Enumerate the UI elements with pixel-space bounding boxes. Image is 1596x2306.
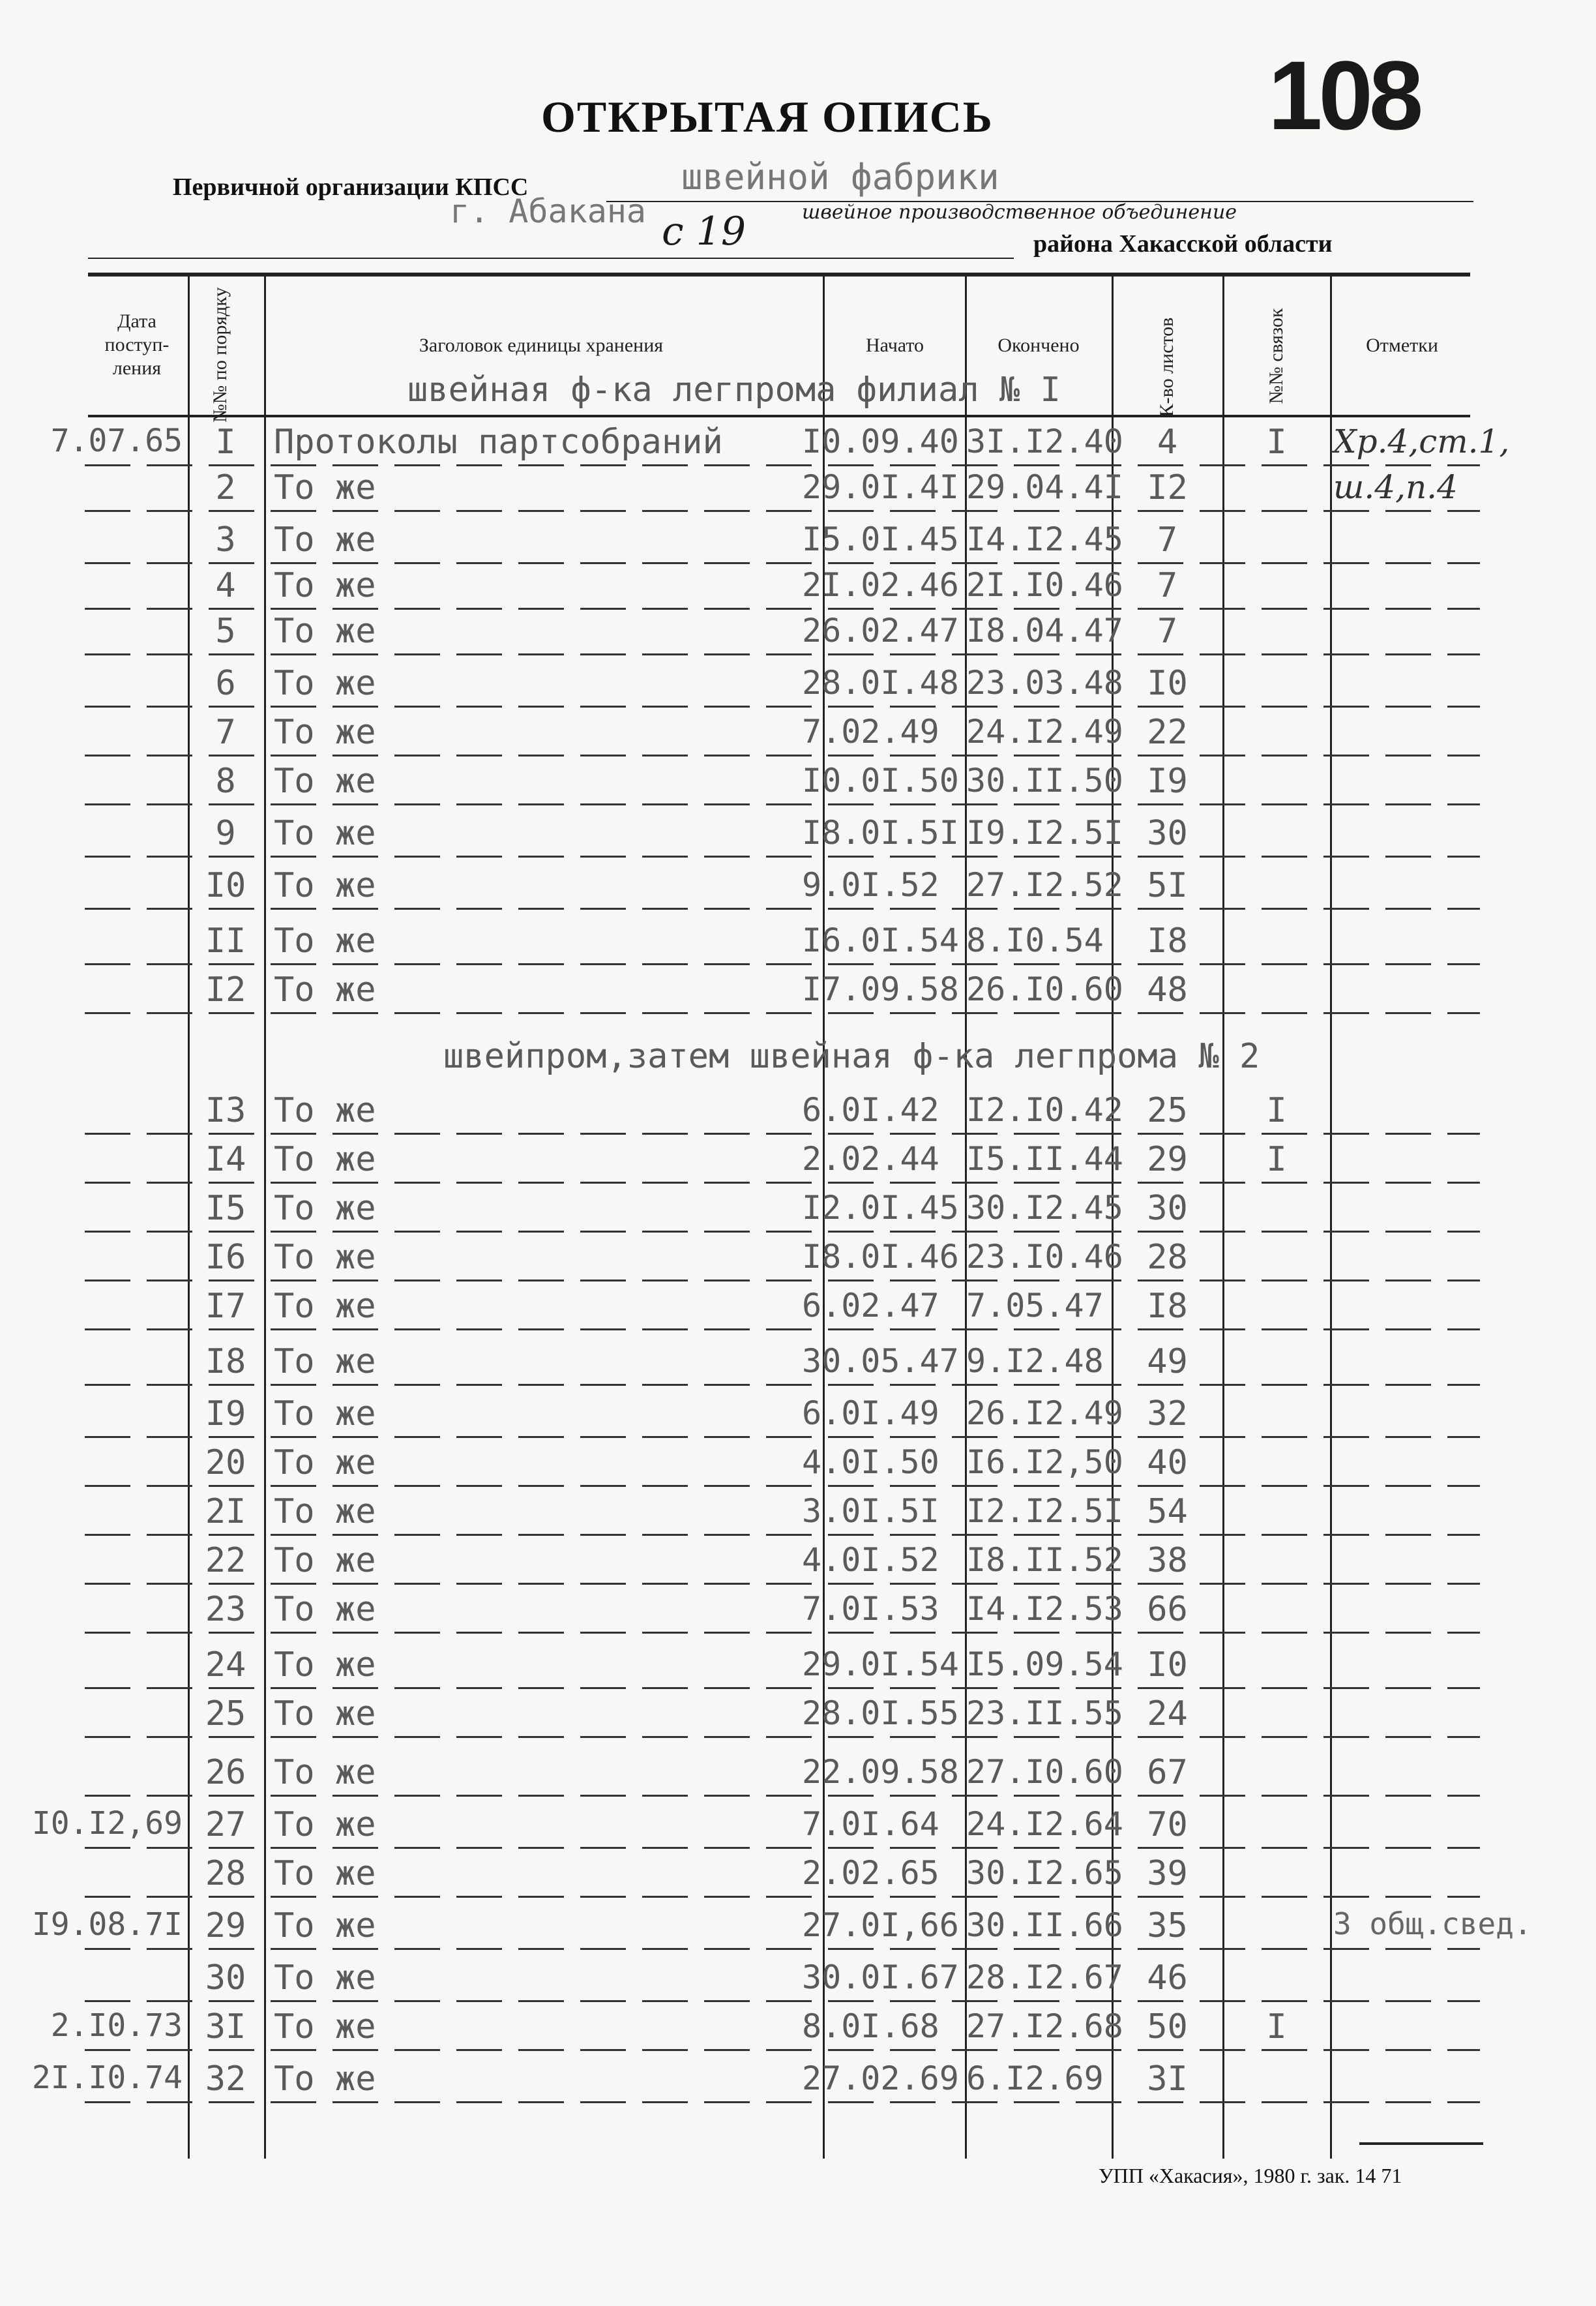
- printer-footer: УПП «Хакасия», 1980 г. зак. 14 71: [1099, 2164, 1402, 2187]
- cell-title: То же: [274, 814, 376, 853]
- cell-sheets: 67: [1147, 1753, 1188, 1792]
- cell-start-date: 27.02.69: [802, 2059, 959, 2097]
- cell-title: То же: [274, 866, 376, 905]
- cell-start-date: 3.0I.5I: [802, 1492, 939, 1530]
- cell-title: То же: [274, 1394, 376, 1433]
- cell-title: То же: [274, 1492, 376, 1531]
- cell-start-date: 2.02.44: [802, 1140, 939, 1178]
- cell-sheets: 30: [1147, 1189, 1188, 1228]
- row-separator: [85, 755, 1480, 756]
- cell-number: 9: [215, 814, 236, 853]
- cell-end-date: I2.I2.5I: [966, 1492, 1123, 1530]
- cell-sheets: I9: [1147, 762, 1188, 801]
- cell-start-date: I0.0I.50: [802, 762, 959, 800]
- cell-start-date: I0.09.40: [802, 423, 959, 460]
- cell-end-date: 27.I2.68: [966, 2007, 1123, 2045]
- cell-sheets: 46: [1147, 1958, 1188, 1998]
- org-label: Первичной организации КПСС: [173, 173, 529, 201]
- cell-number: 3I: [205, 2007, 246, 2046]
- cell-end-date: 26.I0.60: [966, 970, 1123, 1008]
- cell-end-date: 7.05.47: [966, 1287, 1104, 1325]
- cell-number: I7: [205, 1287, 246, 1326]
- cell-date: 7.07.65: [50, 423, 183, 459]
- cell-notes: Хр.4,ст.1,: [1333, 423, 1510, 460]
- header-notes: Отметки: [1366, 335, 1438, 356]
- cell-number: 2I: [205, 1492, 246, 1531]
- row-separator: [85, 963, 1480, 965]
- cell-sheets: I0: [1147, 1645, 1188, 1685]
- cell-bundle: I: [1266, 423, 1287, 462]
- cell-sheets: 48: [1147, 970, 1188, 1010]
- cell-end-date: 30.II.66: [966, 1906, 1123, 1944]
- cell-date: 2.I0.73: [50, 2007, 183, 2044]
- cell-end-date: 2I.I0.46: [966, 566, 1123, 604]
- cell-sheets: I8: [1147, 1287, 1188, 1326]
- cell-end-date: 8.I0.54: [966, 921, 1104, 959]
- cell-number: 24: [205, 1645, 246, 1685]
- row-separator: [85, 2000, 1480, 2002]
- cell-sheets: I0: [1147, 664, 1188, 703]
- cell-number: 7: [215, 713, 236, 752]
- city-underline: [88, 258, 1014, 259]
- row-separator: [85, 2049, 1480, 2051]
- cell-start-date: 2I.02.46: [802, 566, 959, 604]
- cell-start-date: 26.02.47: [802, 612, 959, 650]
- cell-number: 8: [215, 762, 236, 801]
- cell-number: 26: [205, 1753, 246, 1792]
- cell-end-date: 27.I0.60: [966, 1753, 1123, 1791]
- cell-start-date: 22.09.58: [802, 1753, 959, 1791]
- cell-title: То же: [274, 664, 376, 703]
- cell-title: То же: [274, 612, 376, 651]
- row-separator: [85, 1012, 1480, 1014]
- cell-title: То же: [274, 520, 376, 560]
- cell-date: I9.08.7I: [31, 1906, 183, 1943]
- cell-start-date: 29.0I.54: [802, 1645, 959, 1683]
- row-separator: [85, 1948, 1480, 1950]
- cell-number: 23: [205, 1590, 246, 1629]
- cell-end-date: I8.II.52: [966, 1541, 1123, 1579]
- cell-end-date: 24.I2.49: [966, 713, 1123, 751]
- row-separator: [85, 856, 1480, 858]
- cell-title: То же: [274, 1189, 376, 1228]
- cell-sheets: 5I: [1147, 866, 1188, 905]
- row-separator: [85, 1736, 1480, 1738]
- header-end: Окончено: [998, 335, 1080, 356]
- cell-sheets: I2: [1147, 468, 1188, 507]
- cell-notes: ш.4,п.4: [1333, 468, 1458, 506]
- row-separator: [85, 1795, 1480, 1797]
- cell-end-date: I2.I0.42: [966, 1091, 1123, 1129]
- cell-title: То же: [274, 1443, 376, 1482]
- row-separator: [85, 562, 1480, 564]
- cell-number: I3: [205, 1091, 246, 1130]
- header-date: Дата поступ-ления: [104, 310, 170, 379]
- cell-title: То же: [274, 1238, 376, 1277]
- cell-number: 29: [205, 1906, 246, 1945]
- cell-sheets: 25: [1147, 1091, 1188, 1130]
- cell-end-date: I4.I2.53: [966, 1590, 1123, 1628]
- cell-start-date: 29.0I.4I: [802, 468, 959, 506]
- cell-start-date: I7.09.58: [802, 970, 959, 1008]
- section-heading-1: швейная ф-ка легпрома филиал № I: [407, 370, 1061, 410]
- cell-end-date: 24.I2.64: [966, 1805, 1123, 1843]
- cell-title: То же: [274, 1645, 376, 1685]
- cell-number: I5: [205, 1189, 246, 1228]
- row-separator: [85, 1182, 1480, 1184]
- cell-end-date: 3I.I2.40: [966, 423, 1123, 460]
- cell-sheets: 70: [1147, 1805, 1188, 1844]
- cell-number: I2: [205, 970, 246, 1010]
- cell-number: I0: [205, 866, 246, 905]
- row-separator: [85, 1328, 1480, 1330]
- row-separator: [85, 1231, 1480, 1233]
- cell-number: I6: [205, 1238, 246, 1277]
- cell-start-date: 30.0I.67: [802, 1958, 959, 1996]
- cell-end-date: 30.I2.45: [966, 1189, 1123, 1227]
- cell-start-date: I6.0I.54: [802, 921, 959, 959]
- row-separator: [85, 1436, 1480, 1438]
- cell-sheets: 54: [1147, 1492, 1188, 1531]
- cell-end-date: I4.I2.45: [966, 520, 1123, 558]
- city-value: г. Абакана: [450, 192, 647, 230]
- cell-title: То же: [274, 1958, 376, 1998]
- cell-start-date: I2.0I.45: [802, 1189, 959, 1227]
- section-heading-2: швейпром,затем швейная ф-ка легпрома № 2: [443, 1037, 1260, 1076]
- cell-number: 32: [205, 2059, 246, 2099]
- cell-title: То же: [274, 970, 376, 1010]
- row-separator: [85, 1485, 1480, 1487]
- cell-end-date: 26.I2.49: [966, 1394, 1123, 1432]
- header-start: Начато: [865, 335, 924, 356]
- cell-end-date: I6.I2,50: [966, 1443, 1123, 1481]
- table-top-border: [88, 273, 1470, 277]
- cell-start-date: 6.0I.49: [802, 1394, 939, 1432]
- cell-sheets: I8: [1147, 921, 1188, 961]
- row-separator: [85, 706, 1480, 708]
- header-title: Заголовок единицы хранения: [419, 335, 664, 356]
- cell-title: То же: [274, 1342, 376, 1381]
- row-separator: [85, 908, 1480, 910]
- cell-end-date: 6.I2.69: [966, 2059, 1104, 2097]
- cell-start-date: 28.0I.55: [802, 1694, 959, 1732]
- header-bottom-border: [88, 415, 1470, 417]
- cell-start-date: 28.0I.48: [802, 664, 959, 702]
- cell-end-date: 30.II.50: [966, 762, 1123, 800]
- cell-start-date: 27.0I,66: [802, 1906, 959, 1944]
- cell-title: То же: [274, 1140, 376, 1179]
- handwritten-association: швейное производственное объединение: [802, 201, 1237, 224]
- cell-number: I9: [205, 1394, 246, 1433]
- cell-end-date: 23.03.48: [966, 664, 1123, 702]
- cell-number: 6: [215, 664, 236, 703]
- cell-title: То же: [274, 1906, 376, 1945]
- cell-title: То же: [274, 1590, 376, 1629]
- cell-start-date: 7.0I.53: [802, 1590, 939, 1628]
- cell-end-date: 28.I2.67: [966, 1958, 1123, 1996]
- cell-start-date: I8.0I.46: [802, 1238, 959, 1276]
- cell-number: I8: [205, 1342, 246, 1381]
- cell-title: То же: [274, 1694, 376, 1733]
- cell-number: 28: [205, 1854, 246, 1893]
- cell-sheets: 28: [1147, 1238, 1188, 1277]
- row-separator: [85, 2101, 1480, 2103]
- cell-start-date: 8.0I.68: [802, 2007, 939, 2045]
- cell-end-date: I9.I2.5I: [966, 814, 1123, 852]
- cell-sheets: 66: [1147, 1590, 1188, 1629]
- row-separator: [85, 464, 1480, 466]
- cell-title: То же: [274, 1805, 376, 1844]
- row-separator: [85, 1534, 1480, 1536]
- cell-bundle: I: [1266, 2007, 1287, 2046]
- cell-end-date: 23.II.55: [966, 1694, 1123, 1732]
- row-separator: [85, 510, 1480, 512]
- row-separator: [85, 653, 1480, 655]
- cell-number: I: [215, 423, 236, 462]
- cell-start-date: 30.05.47: [802, 1342, 959, 1380]
- row-separator: [85, 1896, 1480, 1898]
- cell-start-date: 7.0I.64: [802, 1805, 939, 1843]
- cell-number: 25: [205, 1694, 246, 1733]
- cell-start-date: 6.0I.42: [802, 1091, 939, 1129]
- cell-number: 27: [205, 1805, 246, 1844]
- cell-title: То же: [274, 1753, 376, 1792]
- col-line-notes-left: [1330, 274, 1332, 2159]
- cell-sheets: 4: [1157, 423, 1178, 462]
- cell-end-date: I8.04.47: [966, 612, 1123, 650]
- cell-end-date: 27.I2.52: [966, 866, 1123, 904]
- cell-title: Протоколы партсобраний: [274, 423, 723, 462]
- row-separator: [85, 1280, 1480, 1281]
- cell-notes: З общ.свед.: [1333, 1906, 1532, 1941]
- cell-title: То же: [274, 1854, 376, 1893]
- cell-title: То же: [274, 2007, 376, 2046]
- cell-end-date: I5.II.44: [966, 1140, 1123, 1178]
- cell-title: То же: [274, 1091, 376, 1130]
- cell-start-date: 7.02.49: [802, 713, 939, 751]
- cell-title: То же: [274, 762, 376, 801]
- cell-start-date: 4.0I.52: [802, 1541, 939, 1579]
- cell-title: То же: [274, 468, 376, 507]
- col-line-title-left: [264, 274, 266, 2159]
- cell-date: I0.I2,69: [31, 1805, 183, 1842]
- cell-end-date: 29.04.4I: [966, 468, 1123, 506]
- cell-sheets: 40: [1147, 1443, 1188, 1482]
- cell-date: 2I.I0.74: [31, 2059, 183, 2096]
- cell-sheets: 29: [1147, 1140, 1188, 1179]
- cell-title: То же: [274, 921, 376, 961]
- row-separator: [85, 1687, 1480, 1689]
- cell-number: 30: [205, 1958, 246, 1998]
- cell-sheets: 32: [1147, 1394, 1188, 1433]
- cell-sheets: 22: [1147, 713, 1188, 752]
- cell-sheets: 50: [1147, 2007, 1188, 2046]
- cell-sheets: 38: [1147, 1541, 1188, 1580]
- org-value: швейной фабрики: [681, 157, 999, 198]
- table-bottom-rule: [1359, 2142, 1483, 2145]
- cell-start-date: I5.0I.45: [802, 520, 959, 558]
- cell-sheets: 7: [1157, 520, 1178, 560]
- row-separator: [85, 1133, 1480, 1135]
- page-number: 108: [1268, 40, 1420, 150]
- cell-start-date: 9.0I.52: [802, 866, 939, 904]
- row-separator: [85, 803, 1480, 805]
- header-sheets: К-во листов: [1156, 317, 1177, 417]
- cell-start-date: 4.0I.50: [802, 1443, 939, 1481]
- cell-sheets: 30: [1147, 814, 1188, 853]
- cell-end-date: 9.I2.48: [966, 1342, 1104, 1380]
- cell-sheets: 39: [1147, 1854, 1188, 1893]
- cell-sheets: 49: [1147, 1342, 1188, 1381]
- cell-sheets: 7: [1157, 566, 1178, 605]
- row-separator: [85, 1632, 1480, 1634]
- row-separator: [85, 1583, 1480, 1585]
- cell-end-date: 30.I2.65: [966, 1854, 1123, 1892]
- handwritten-c19: с 19: [662, 209, 746, 254]
- cell-number: I4: [205, 1140, 246, 1179]
- cell-number: II: [205, 921, 246, 961]
- cell-bundle: I: [1266, 1140, 1287, 1179]
- region-label: района Хакасской области: [1033, 230, 1333, 258]
- cell-number: 3: [215, 520, 236, 560]
- cell-sheets: 3I: [1147, 2059, 1188, 2099]
- cell-number: 20: [205, 1443, 246, 1482]
- cell-start-date: 2.02.65: [802, 1854, 939, 1892]
- cell-title: То же: [274, 566, 376, 605]
- cell-title: То же: [274, 1541, 376, 1580]
- cell-title: То же: [274, 2059, 376, 2099]
- cell-sheets: 35: [1147, 1906, 1188, 1945]
- cell-start-date: 6.02.47: [802, 1287, 939, 1325]
- cell-number: 5: [215, 612, 236, 651]
- cell-end-date: I5.09.54: [966, 1645, 1123, 1683]
- row-separator: [85, 608, 1480, 610]
- cell-bundle: I: [1266, 1091, 1287, 1130]
- document-title: ОТКРЫТАЯ ОПИСЬ: [541, 92, 994, 142]
- cell-title: То же: [274, 1287, 376, 1326]
- cell-title: То же: [274, 713, 376, 752]
- cell-sheets: 24: [1147, 1694, 1188, 1733]
- row-separator: [85, 1847, 1480, 1849]
- cell-number: 2: [215, 468, 236, 507]
- cell-sheets: 7: [1157, 612, 1178, 651]
- cell-number: 22: [205, 1541, 246, 1580]
- header-num: №№ по порядку: [209, 287, 231, 423]
- row-separator: [85, 1384, 1480, 1386]
- col-line-bundles-left: [1222, 274, 1224, 2159]
- header-bundles: №№ связок: [1265, 308, 1287, 404]
- cell-end-date: 23.I0.46: [966, 1238, 1123, 1276]
- cell-number: 4: [215, 566, 236, 605]
- cell-start-date: I8.0I.5I: [802, 814, 959, 852]
